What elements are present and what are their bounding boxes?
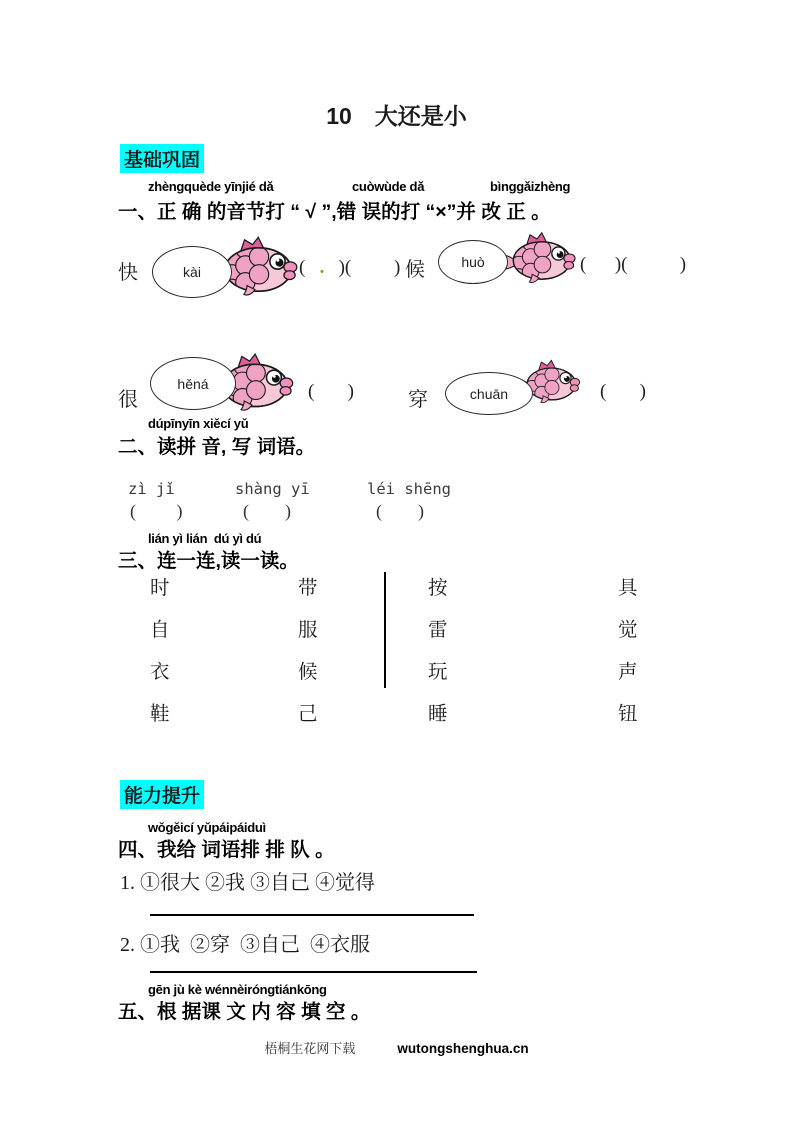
ex1-item4-pinyin: chuān	[469, 385, 509, 402]
ex1-pinyin-c: bìnggǎizhèng	[490, 179, 571, 194]
match-cell: 声	[618, 662, 638, 683]
ex1-item3-blanks: ( )	[308, 381, 354, 402]
pinyin-bubble	[445, 372, 533, 415]
match-cell: 玩	[428, 662, 448, 683]
match-cell: 睡	[428, 704, 448, 725]
match-cell: 时	[150, 578, 170, 599]
match-cell: 己	[298, 704, 318, 725]
word-pinyin: zì jǐ	[128, 480, 175, 498]
ex4-item-2	[120, 928, 370, 957]
match-cell: 衣	[150, 662, 170, 683]
match-cell: 雷	[428, 620, 448, 641]
ex1-item1-pinyin: kài	[183, 264, 201, 280]
item-number: 2.	[120, 934, 140, 956]
ex1-pinyin-b: cuòwùde dǎ	[352, 179, 425, 194]
ex1-item4-char: 穿	[408, 389, 428, 411]
ex4-heading: 四、我给 词语排 排 队 。	[118, 839, 335, 861]
ex2-heading: 二、读拼 音, 写 词语。	[118, 436, 316, 458]
page-title: 10 大还是小	[326, 103, 467, 129]
word-pinyin: léi shēng	[367, 480, 451, 498]
word-blank: ( )	[376, 501, 424, 521]
answer-line	[150, 971, 477, 973]
blank-close: )( )	[324, 257, 401, 278]
column-divider-line	[384, 572, 386, 688]
ex1-item3-pinyin: hěná	[177, 375, 209, 392]
ex4-item-1	[120, 866, 375, 895]
ex4-pinyin: wǒgěicí yǔpáipáiduì	[148, 820, 266, 835]
answer-line	[150, 914, 474, 916]
match-cell: 鞋	[150, 704, 170, 725]
match-cell: 候	[298, 662, 318, 683]
match-cell: 钮	[618, 704, 638, 725]
match-cell: 按	[428, 578, 448, 599]
word-blank: ( )	[243, 501, 291, 521]
match-cell: 觉	[618, 620, 638, 641]
ex3-pinyin: lián yì lián dú yì dú	[148, 531, 262, 546]
pinyin-bubble	[438, 240, 508, 284]
ex1-item2-char: 候	[405, 259, 425, 281]
ex1-item1-blanks	[299, 257, 400, 279]
footer-site-name: 梧桐生花网下载	[264, 1041, 356, 1056]
ex5-pinyin: gēn jù kè wénnèiróngtiánkōng	[148, 982, 327, 997]
section-label-advanced: 能力提升	[120, 780, 204, 809]
ex1-pinyin-a: zhèngquède yīnjié dǎ	[148, 179, 274, 194]
ex1-item3-char: 很	[118, 389, 138, 411]
ex1-item4-blanks: ( )	[600, 381, 646, 402]
ex2-pinyin: dúpīnyīn xiěcí yǔ	[148, 416, 249, 431]
page-footer	[0, 1038, 793, 1057]
word-blank: ( )	[130, 501, 183, 521]
ex3-heading: 三、连一连,读一读。	[118, 550, 299, 572]
footer-site-url: wutongshenghua.cn	[397, 1041, 529, 1056]
match-cell: 自	[150, 620, 170, 641]
ex1-heading: 一、正 确 的音节打 “ √ ”,错 误的打 “×”并 改 正 。	[118, 201, 551, 223]
ex1-item2-blanks: ( )( )	[580, 254, 687, 275]
ex5-heading: 五、根 据课 文 内 容 填 空 。	[118, 1001, 371, 1023]
match-column-1	[150, 568, 170, 736]
fish-illustration	[500, 230, 578, 284]
ex1-item1-char: 快	[118, 262, 138, 284]
pinyin-bubble	[150, 357, 236, 410]
match-cell: 具	[618, 578, 638, 599]
ex1-item2-pinyin: huò	[461, 254, 485, 270]
answer-dot: .	[319, 257, 325, 278]
blank-open: (	[299, 257, 320, 278]
item-text: ①我 ②穿 ③自己 ④衣服	[140, 934, 370, 956]
item-number: 1.	[120, 872, 140, 894]
match-column-2	[298, 568, 318, 736]
match-column-4	[618, 568, 638, 736]
item-text: ①很大 ②我 ③自己 ④觉得	[140, 872, 375, 894]
pinyin-bubble	[152, 246, 232, 298]
section-label-basic: 基础巩固	[120, 144, 204, 173]
match-cell: 服	[298, 620, 318, 641]
match-cell: 带	[298, 578, 318, 599]
word-pinyin: shàng yī	[235, 480, 310, 498]
match-column-3	[428, 568, 448, 736]
